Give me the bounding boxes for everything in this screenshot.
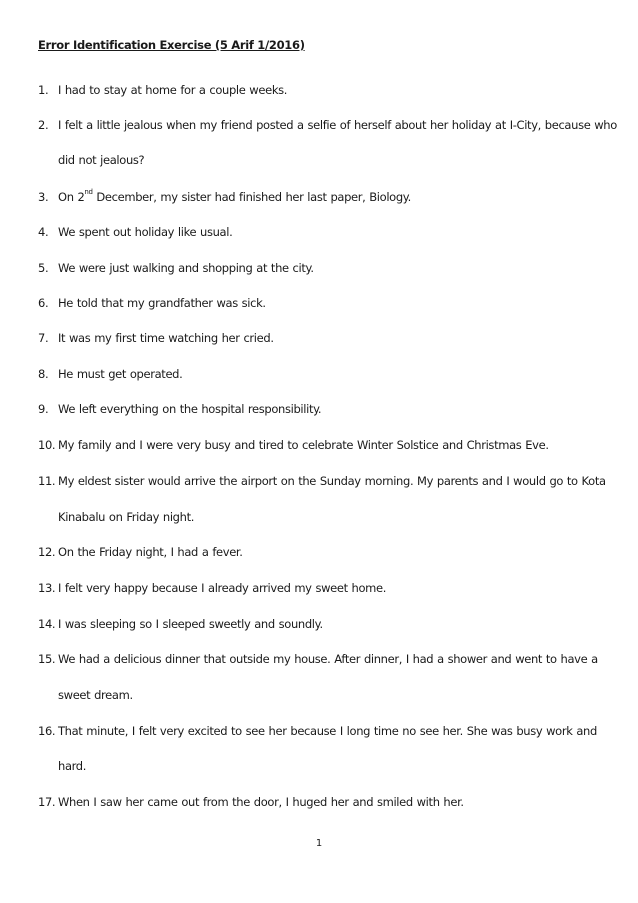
item-text: When I saw her came out from the door, I huged her and smiled with her. — [58, 795, 464, 809]
page-number: 1 — [315, 838, 323, 849]
item-number: 6. — [38, 296, 49, 310]
item-number: 13. — [38, 581, 56, 595]
item-text: We were just walking and shopping at the city. — [58, 261, 314, 275]
item-text: I felt very happy because I already arrived my sweet home. — [58, 581, 387, 595]
item-number: 8. — [38, 367, 49, 381]
item-text-continued: sweet dream. — [58, 688, 133, 702]
item-number: 17. — [38, 795, 56, 809]
item-text: He told that my grandfather was sick. — [58, 296, 266, 310]
item-text: I had to stay at home for a couple weeks. — [58, 83, 288, 97]
item-text: We spent out holiday like usual. — [58, 225, 233, 239]
item-text-continued: did not jealous? — [58, 153, 145, 167]
item-number: 1. — [38, 83, 49, 97]
ordinal-suffix: nd — [84, 188, 93, 196]
item-text: My family and I were very busy and tired to celebrate Winter Solstice and Christmas Eve. — [58, 438, 549, 452]
item-number: 7. — [38, 331, 49, 345]
item-text — [58, 190, 411, 204]
item-number: 3. — [38, 190, 49, 204]
item-text-pre: On 2 — [58, 190, 85, 204]
item-text: It was my first time watching her cried. — [58, 331, 274, 345]
item-number: 5. — [38, 261, 49, 275]
item-number: 10. — [38, 438, 56, 452]
item-number: 9. — [38, 402, 49, 416]
item-text: He must get operated. — [58, 367, 183, 381]
item-number: 2. — [38, 118, 49, 132]
item-number: 4. — [38, 225, 49, 239]
item-text: I was sleeping so I sleeped sweetly and soundly. — [58, 617, 323, 631]
exercise-title: Error Identification Exercise (5 Arif 1/2016) — [38, 38, 305, 52]
item-number: 15. — [38, 652, 56, 666]
item-text-post: December, my sister had finished her last paper, Biology. — [92, 190, 411, 204]
item-number: 12. — [38, 545, 56, 559]
item-text-continued: Kinabalu on Friday night. — [58, 510, 195, 524]
item-number: 11. — [38, 474, 56, 488]
item-number: 14. — [38, 617, 56, 631]
item-text: That minute, I felt very excited to see her because I long time no see her. She was busy work and — [58, 724, 597, 738]
item-text: We had a delicious dinner that outside my house. After dinner, I had a shower and went to have a — [58, 652, 598, 666]
item-text-continued: hard. — [58, 759, 87, 773]
item-number: 16. — [38, 724, 56, 738]
item-text: I felt a little jealous when my friend posted a selfie of herself about her holiday at I-City, because who — [58, 118, 617, 132]
item-text: On the Friday night, I had a fever. — [58, 545, 243, 559]
item-text: We left everything on the hospital responsibility. — [58, 402, 322, 416]
item-text: My eldest sister would arrive the airport on the Sunday morning. My parents and I would go to Kota — [58, 474, 606, 488]
